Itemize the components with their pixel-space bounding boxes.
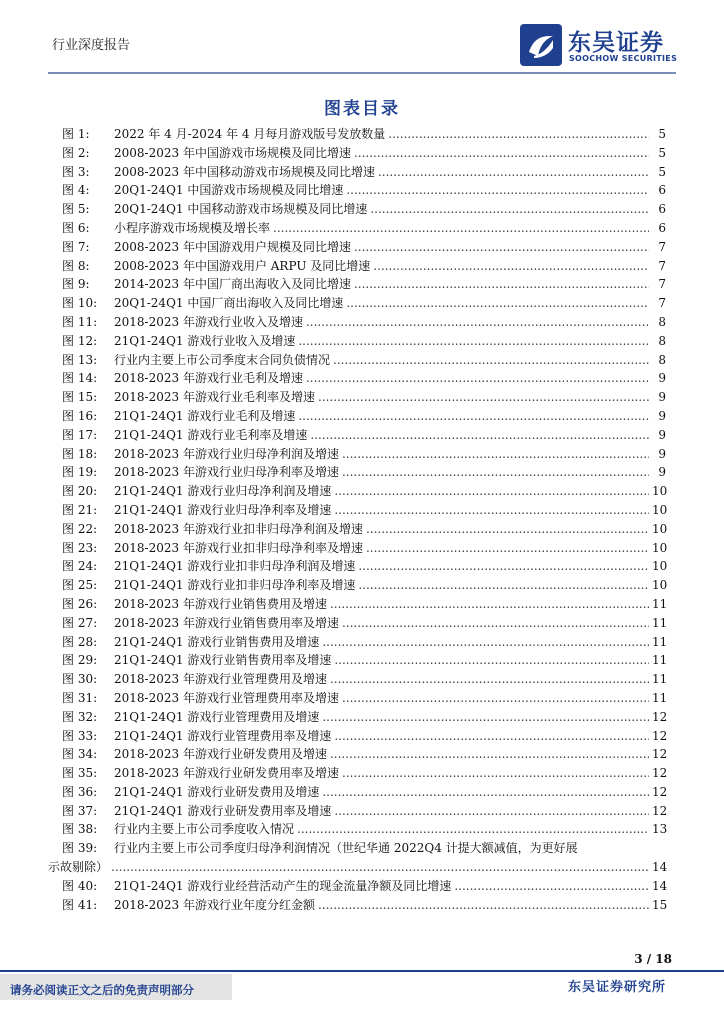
toc-entry-page: 15	[652, 897, 668, 912]
toc-leader-dots	[358, 576, 649, 595]
toc-leader-dots	[318, 388, 649, 407]
toc-entry[interactable]	[62, 783, 666, 802]
toc-leader-dots	[111, 858, 649, 877]
toc-entry-title: 2018-2023 年游戏行业归母净利率及增速	[114, 465, 339, 480]
toc-entry-page: 12	[652, 766, 668, 781]
toc-entry-number: 图 30:	[62, 672, 98, 687]
toc-entry-page: 11	[652, 634, 668, 649]
toc-entry-title: 2018-2023 年游戏行业毛利及增速	[114, 371, 303, 386]
toc-entry-number: 图 7:	[62, 239, 90, 254]
toc-entry[interactable]	[62, 144, 666, 163]
toc-entry-title: 2014-2023 年中国厂商出海收入及同比增速	[114, 277, 351, 292]
toc-entry-page: 9	[658, 465, 666, 480]
toc-entry-page: 11	[652, 690, 668, 705]
toc-leader-dots	[370, 200, 649, 219]
toc-entry[interactable]	[62, 219, 666, 238]
toc-entry-page: 8	[658, 314, 666, 329]
toc-entry-number: 图 14:	[62, 371, 98, 386]
toc-leader-dots	[388, 125, 649, 144]
toc-entry[interactable]	[48, 839, 668, 877]
toc-entry-page: 6	[658, 183, 666, 198]
toc-entry-number: 图 8:	[62, 258, 90, 273]
toc-entry[interactable]	[62, 820, 666, 839]
toc-entry-title: 2018-2023 年游戏行业扣非归母净利率及增速	[114, 540, 363, 555]
toc-entry-number: 图 37:	[62, 803, 98, 818]
toc-entry-number: 图 29:	[62, 653, 98, 668]
toc-entry-title: 2018-2023 年游戏行业销售费用率及增速	[114, 615, 339, 630]
toc-entry-number: 图 41:	[62, 897, 98, 912]
toc-entry-number: 图 34:	[62, 747, 98, 762]
toc-entry-number: 图 38:	[62, 822, 98, 837]
toc-title: 图表目录	[324, 99, 400, 119]
toc-entry[interactable]	[62, 463, 666, 482]
toc-leader-dots	[310, 426, 649, 445]
toc-entry-title: 2018-2023 年游戏行业毛利率及增速	[114, 390, 315, 405]
toc-entry-number: 图 9:	[62, 277, 90, 292]
toc-entry[interactable]	[62, 614, 666, 633]
toc-entry-number: 图 32:	[62, 709, 98, 724]
toc-leader-dots	[334, 501, 649, 520]
toc-leader-dots	[342, 463, 649, 482]
toc-leader-dots	[322, 708, 649, 727]
toc-leader-dots	[298, 332, 649, 351]
toc-entry-number: 图 12:	[62, 333, 98, 348]
toc-entry[interactable]	[62, 520, 666, 539]
toc-entry-title: 2018-2023 年游戏行业年度分红金额	[114, 897, 315, 912]
toc-entry-title: 2018-2023 年游戏行业研发费用率及增速	[114, 766, 339, 781]
toc-entry-title: 21Q1-24Q1 游戏行业归母净利率及增速	[114, 502, 332, 517]
toc-entry-page: 7	[658, 296, 666, 311]
toc-entry-page: 12	[652, 784, 668, 799]
toc-entry-title: 行业内主要上市公司季度收入情况	[114, 822, 295, 837]
report-type-label: 行业深度报告	[52, 38, 131, 53]
toc-entry-page: 9	[658, 408, 666, 423]
toc-entry-number: 图 17:	[62, 427, 98, 442]
toc-entry-number: 图 28:	[62, 634, 98, 649]
toc-entry-title: 2018-2023 年游戏行业扣非归母净利润及增速	[114, 521, 363, 536]
toc-entry-number: 图 25:	[62, 578, 98, 593]
toc-entry-title: 21Q1-24Q1 游戏行业销售费用及增速	[114, 634, 320, 649]
toc-leader-dots	[334, 802, 649, 821]
footer-divider	[0, 970, 724, 972]
brand-logo	[520, 24, 680, 68]
toc-entry-title: 2018-2023 年游戏行业收入及增速	[114, 314, 303, 329]
toc-entry-number: 图 3:	[62, 164, 90, 179]
toc-entry[interactable]	[62, 595, 666, 614]
toc-entry-title: 行业内主要上市公司季度归母净利润情况（世纪华通 2022Q4 计提大额减值，为更好展	[114, 841, 578, 856]
toc-leader-dots	[354, 144, 649, 163]
toc-entry-number: 图 36:	[62, 784, 98, 799]
toc-entry-page: 10	[652, 559, 668, 574]
toc-entry[interactable]	[62, 181, 666, 200]
toc-entry-number: 图 13:	[62, 352, 98, 367]
toc-leader-dots	[322, 633, 649, 652]
page-number: 3 / 18	[634, 952, 672, 966]
toc-entry[interactable]	[62, 275, 666, 294]
toc-entry-number: 图 20:	[62, 484, 98, 499]
toc-entry-number: 图 40:	[62, 878, 98, 893]
toc-leader-dots	[342, 764, 649, 783]
toc-entry-page: 8	[658, 352, 666, 367]
toc-entry-title: 21Q1-24Q1 游戏行业收入及增速	[114, 333, 296, 348]
toc-entry-page: 14	[652, 860, 668, 875]
toc-entry-page: 11	[652, 596, 668, 611]
toc-entry[interactable]	[62, 576, 666, 595]
toc-entry[interactable]	[62, 557, 666, 576]
toc-entry[interactable]	[62, 689, 666, 708]
toc-entry[interactable]	[62, 501, 666, 520]
toc-entry-title: 行业内主要上市公司季度末合同负债情况	[114, 352, 331, 367]
toc-entry-number: 图 1:	[62, 127, 90, 141]
toc-entry-page: 10	[652, 578, 668, 593]
toc-entry-title-continued: 示故剔除）	[48, 860, 109, 875]
toc-entry-page: 9	[658, 427, 666, 442]
toc-entry-title: 小程序游戏市场规模及增长率	[114, 220, 271, 235]
toc-entry-title: 2018-2023 年游戏行业研发费用及增速	[114, 747, 327, 762]
toc-entry-number: 图 33:	[62, 728, 98, 743]
toc-entry-page: 9	[658, 446, 666, 461]
toc-entry-page: 6	[658, 202, 666, 217]
toc-entry-number: 图 23:	[62, 540, 98, 555]
toc-entry-title: 2022 年 4 月-2024 年 4 月每月游戏版号发放数量	[114, 127, 386, 141]
toc-entry[interactable]	[62, 482, 666, 501]
toc-entry[interactable]	[62, 445, 666, 464]
toc-entry-page: 5	[658, 127, 666, 141]
toc-entry[interactable]	[62, 388, 666, 407]
toc-leader-dots	[346, 181, 649, 200]
toc-entry-page: 5	[658, 145, 666, 160]
toc-entry[interactable]	[62, 651, 666, 670]
toc-entry-title: 2008-2023 年中国游戏用户规模及同比增速	[114, 239, 351, 254]
toc-entry-number: 图 27:	[62, 615, 98, 630]
toc-leader-dots	[330, 670, 649, 689]
toc-entry-number: 图 11:	[62, 314, 98, 329]
footer-brand: 东吴证券研究所	[567, 980, 666, 995]
toc-entry-number: 图 31:	[62, 690, 98, 705]
toc-entry-page: 7	[658, 258, 666, 273]
toc-entry-title: 2018-2023 年游戏行业归母净利润及增速	[114, 446, 339, 461]
toc-entry-page: 11	[652, 672, 668, 687]
toc-entry-number: 图 22:	[62, 521, 98, 536]
toc-entry-number: 图 15:	[62, 390, 98, 405]
toc-entry-page: 6	[658, 220, 666, 235]
toc-entry-title: 2008-2023 年中国游戏市场规模及同比增速	[114, 145, 351, 160]
toc-entry[interactable]	[62, 764, 666, 783]
toc-entry-title: 20Q1-24Q1 中国游戏市场规模及同比增速	[114, 183, 344, 198]
toc-leader-dots	[334, 651, 649, 670]
toc-entry-page: 9	[658, 371, 666, 386]
toc-entry[interactable]	[62, 294, 666, 313]
toc-leader-dots	[330, 745, 649, 764]
toc-entry-title: 21Q1-24Q1 游戏行业扣非归母净利润及增速	[114, 559, 356, 574]
toc-entry-page: 14	[652, 878, 668, 893]
toc-entry-page: 11	[652, 615, 668, 630]
toc-leader-dots	[358, 557, 649, 576]
toc-leader-dots	[334, 482, 649, 501]
brand-name-cn: 东吴证券	[568, 30, 664, 56]
toc-entry-number: 图 5:	[62, 202, 90, 217]
toc-entry[interactable]	[62, 163, 666, 182]
toc-entry[interactable]	[62, 332, 666, 351]
toc-entry-page: 12	[652, 709, 668, 724]
toc-entry[interactable]	[62, 539, 666, 558]
soochow-logo-icon	[520, 24, 562, 66]
toc-entry-page: 8	[658, 333, 666, 348]
toc-leader-dots	[306, 369, 649, 388]
toc-entry-page: 10	[652, 502, 668, 517]
toc-leader-dots	[297, 820, 649, 839]
toc-leader-dots	[330, 595, 649, 614]
toc-entry-title: 21Q1-24Q1 游戏行业研发费用及增速	[114, 784, 320, 799]
toc-entry-number: 图 18:	[62, 446, 98, 461]
toc-entry-page: 12	[652, 803, 668, 818]
toc-entry-title: 21Q1-24Q1 游戏行业经营活动产生的现金流量净额及同比增速	[114, 878, 452, 893]
toc-leader-dots	[322, 783, 649, 802]
toc-leader-dots	[366, 520, 649, 539]
toc-entry[interactable]	[62, 238, 666, 257]
toc-entry-title: 21Q1-24Q1 游戏行业研发费用率及增速	[114, 803, 332, 818]
toc-entry-page: 13	[652, 822, 668, 837]
toc-entry-title: 21Q1-24Q1 游戏行业毛利率及增速	[114, 427, 308, 442]
toc-entry[interactable]	[62, 802, 666, 821]
toc-entry-title: 21Q1-24Q1 游戏行业扣非归母净利率及增速	[114, 578, 356, 593]
toc-entry[interactable]	[62, 369, 666, 388]
toc-entry-title: 2018-2023 年游戏行业管理费用及增速	[114, 672, 327, 687]
toc-leader-dots	[273, 219, 649, 238]
toc-entry[interactable]	[62, 200, 666, 219]
toc-entry-number: 图 26:	[62, 596, 98, 611]
toc-entry[interactable]	[62, 727, 666, 746]
toc-entry-number: 图 24:	[62, 559, 98, 574]
toc-entry-page: 12	[652, 747, 668, 762]
toc-entry-page: 7	[658, 239, 666, 254]
toc-entry-page: 9	[658, 390, 666, 405]
toc-leader-dots	[378, 163, 649, 182]
toc-entry[interactable]	[62, 633, 666, 652]
toc-entry-page: 10	[652, 540, 668, 555]
toc-leader-dots	[342, 614, 649, 633]
toc-entry[interactable]	[62, 877, 666, 896]
toc-entry[interactable]	[62, 426, 666, 445]
toc-leader-dots	[454, 877, 649, 896]
toc-leader-dots	[318, 896, 649, 915]
toc-leader-dots	[354, 275, 649, 294]
toc-list	[48, 125, 668, 914]
toc-entry-page: 12	[652, 728, 668, 743]
toc-entry-title: 2018-2023 年游戏行业管理费用率及增速	[114, 690, 339, 705]
toc-leader-dots	[373, 257, 649, 276]
toc-entry-title: 20Q1-24Q1 中国移动游戏市场规模及同比增速	[114, 202, 368, 217]
toc-entry-page: 11	[652, 653, 668, 668]
toc-entry-title: 21Q1-24Q1 游戏行业销售费用率及增速	[114, 653, 332, 668]
toc-entry[interactable]	[62, 257, 666, 276]
toc-entry[interactable]	[62, 313, 666, 332]
toc-entry-title: 2008-2023 年中国游戏用户 ARPU 及同比增速	[114, 258, 371, 273]
toc-entry-title: 21Q1-24Q1 游戏行业管理费用率及增速	[114, 728, 332, 743]
toc-entry[interactable]	[62, 896, 666, 915]
toc-entry-number: 图 2:	[62, 145, 90, 160]
brand-name-en: SOOCHOW SECURITIES	[569, 54, 678, 63]
toc-leader-dots	[354, 238, 649, 257]
toc-leader-dots	[342, 445, 649, 464]
disclaimer-text: 请务必阅读正文之后的免责声明部分	[10, 983, 194, 997]
toc-entry-page: 5	[658, 164, 666, 179]
toc-entry-number: 图 39:	[62, 841, 98, 856]
toc-entry-number: 图 10:	[62, 296, 98, 311]
toc-leader-dots	[333, 351, 649, 370]
toc-entry[interactable]	[62, 670, 666, 689]
toc-entry-page: 10	[652, 521, 668, 536]
toc-entry-number: 图 16:	[62, 408, 98, 423]
toc-entry-title: 2018-2023 年游戏行业销售费用及增速	[114, 596, 327, 611]
toc-entry-number: 图 4:	[62, 183, 90, 198]
toc-entry[interactable]	[62, 745, 666, 764]
toc-entry[interactable]	[62, 125, 666, 144]
toc-entry[interactable]	[62, 708, 666, 727]
toc-entry-page: 7	[658, 277, 666, 292]
toc-entry-number: 图 35:	[62, 766, 98, 781]
toc-leader-dots	[342, 689, 649, 708]
toc-entry-number: 图 21:	[62, 502, 98, 517]
toc-entry[interactable]	[62, 407, 666, 426]
toc-leader-dots	[346, 294, 649, 313]
toc-entry-title: 21Q1-24Q1 游戏行业管理费用及增速	[114, 709, 320, 724]
toc-leader-dots	[298, 407, 649, 426]
toc-entry-page: 10	[652, 484, 668, 499]
toc-entry-title: 21Q1-24Q1 游戏行业归母净利润及增速	[114, 484, 332, 499]
toc-entry-number: 图 19:	[62, 465, 98, 480]
toc-entry-title: 20Q1-24Q1 中国厂商出海收入及同比增速	[114, 296, 344, 311]
toc-entry-title: 2008-2023 年中国移动游戏市场规模及同比增速	[114, 164, 375, 179]
toc-entry-title: 21Q1-24Q1 游戏行业毛利及增速	[114, 408, 296, 423]
toc-leader-dots	[306, 313, 649, 332]
toc-entry[interactable]	[62, 351, 666, 370]
toc-entry-number: 图 6:	[62, 220, 90, 235]
toc-leader-dots	[366, 539, 649, 558]
toc-leader-dots	[334, 727, 649, 746]
header-divider	[48, 72, 676, 74]
